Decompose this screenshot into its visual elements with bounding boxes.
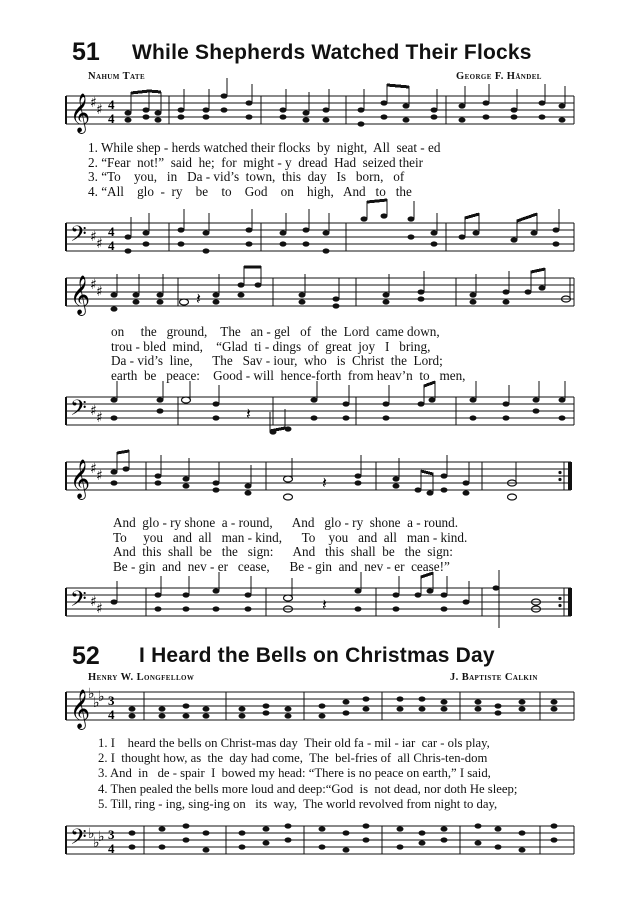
svg-text:𝄢: 𝄢 (70, 222, 87, 252)
svg-text:4: 4 (108, 707, 115, 722)
svg-text:♯: ♯ (96, 601, 103, 617)
svg-text:𝄽: 𝄽 (246, 404, 251, 423)
svg-text:𝄢: 𝄢 (70, 396, 87, 426)
svg-text:♯: ♯ (96, 410, 103, 426)
hymn-number: 52 (72, 642, 100, 670)
svg-text:♯: ♯ (90, 594, 97, 610)
lyric-line: And this shall be the sign: And this shall be the sign: (113, 544, 453, 559)
treble-staff (66, 86, 576, 142)
lyrics-system-52 (98, 736, 517, 812)
lyric-line: 5. Till, ring - ing, sing-ing on its way, The world revolved from night to day, (98, 796, 498, 811)
lyric-line: Da - vid’s line, The Sav - iour, who is Christ the Lord; (111, 353, 443, 368)
lyric-line: 3. “To you, in Da - vid’s town, this day Is born, of (88, 169, 405, 184)
hymn-title: I Heard the Bells on Christmas Day (139, 644, 495, 667)
lyric-line: 1. I heard the bells on Christ-mas day Their old fa - mil - iar car - ols play, (98, 736, 490, 750)
svg-text:𝄞: 𝄞 (70, 459, 91, 499)
svg-text:♭: ♭ (93, 835, 100, 851)
svg-text:♯: ♯ (90, 229, 97, 245)
lyrics-system-3 (113, 516, 467, 574)
bass-staff (66, 814, 576, 870)
lyric-line: 2. I thought how, as the day had come, The bel-fries of all Chris-ten-dom (98, 751, 488, 766)
lyric-line: To you and all man - kind, To you and all man - kind. (113, 529, 468, 545)
treble-staff (66, 452, 576, 512)
svg-text:♭: ♭ (88, 686, 95, 702)
svg-text:♯: ♯ (96, 236, 103, 252)
svg-text:𝄽: 𝄽 (196, 289, 201, 308)
lyric-line: 4. Then pealed the bells more loud and deep:“God is not dead, nor doth He sleep; (98, 781, 518, 796)
svg-text:♯: ♯ (96, 468, 103, 484)
lyrics-system-1 (88, 141, 440, 199)
svg-text:4: 4 (108, 238, 115, 253)
svg-text:♯: ♯ (96, 284, 103, 300)
bass-staff (66, 387, 576, 443)
lyric-line: trou - bled mind, “Glad ti - dings of great joy I bring, (111, 338, 431, 354)
hymn-title: While Shepherds Watched Their Flocks (132, 41, 532, 64)
lyric-line: Be - gin and nev - er cease, Be - gin and nev - er cease!” (113, 558, 450, 574)
lyricist-credit: Henry W. Longfellow (88, 672, 195, 683)
lyrics-system-2 (111, 325, 465, 383)
bass-staff (66, 205, 576, 261)
svg-text:♭: ♭ (98, 829, 105, 845)
svg-text:♯: ♯ (90, 95, 97, 111)
svg-text:♭: ♭ (98, 689, 105, 705)
svg-text:𝄽: 𝄽 (322, 595, 327, 614)
hymn-number: 51 (72, 38, 100, 66)
svg-text:𝄞: 𝄞 (70, 93, 91, 133)
svg-text:3: 3 (108, 693, 115, 708)
lyric-line: 4. “All glo - ry be to God on high, And to the (88, 183, 412, 199)
lyricist-credit: Nahum Tate (88, 71, 146, 82)
lyric-line: And glo - ry shone a - round, And glo - ry shone a - round. (113, 515, 459, 530)
lyric-line: 1. While shep - herds watched their flocks by night, All seat - ed (88, 140, 441, 155)
lyric-line: earth be peace: Good - will hence-forth from heav’n to men, (111, 367, 466, 383)
bass-staff (66, 578, 576, 634)
svg-text:𝄞: 𝄞 (70, 275, 91, 315)
treble-staff (66, 684, 576, 736)
svg-text:♯: ♯ (90, 277, 97, 293)
composer-credit: George F. Händel (456, 71, 542, 82)
svg-text:♯: ♯ (90, 461, 97, 477)
treble-staff (66, 268, 576, 324)
svg-text:♯: ♯ (90, 403, 97, 419)
svg-text:♯: ♯ (96, 102, 103, 118)
lyric-line: on the ground, The an - gel of the Lord came down, (111, 324, 440, 339)
composer-credit: J. Baptiste Calkin (450, 672, 538, 683)
svg-text:𝄽: 𝄽 (322, 473, 327, 492)
svg-text:𝄢: 𝄢 (70, 825, 87, 855)
svg-text:4: 4 (108, 841, 115, 856)
svg-text:3: 3 (108, 827, 115, 842)
svg-text:4: 4 (108, 111, 115, 126)
lyric-line: 3. And in de - spair I bowed my head: “There is no peace on earth,” I said, (98, 766, 491, 781)
svg-text:𝄞: 𝄞 (70, 689, 91, 729)
lyric-line: 2. “Fear not!” said he; for might - y dread Had seized their (88, 154, 424, 170)
svg-text:𝄢: 𝄢 (70, 587, 87, 617)
svg-text:4: 4 (108, 97, 115, 112)
svg-text:♭: ♭ (88, 826, 95, 842)
svg-text:♭: ♭ (93, 695, 100, 711)
svg-text:4: 4 (108, 224, 115, 239)
